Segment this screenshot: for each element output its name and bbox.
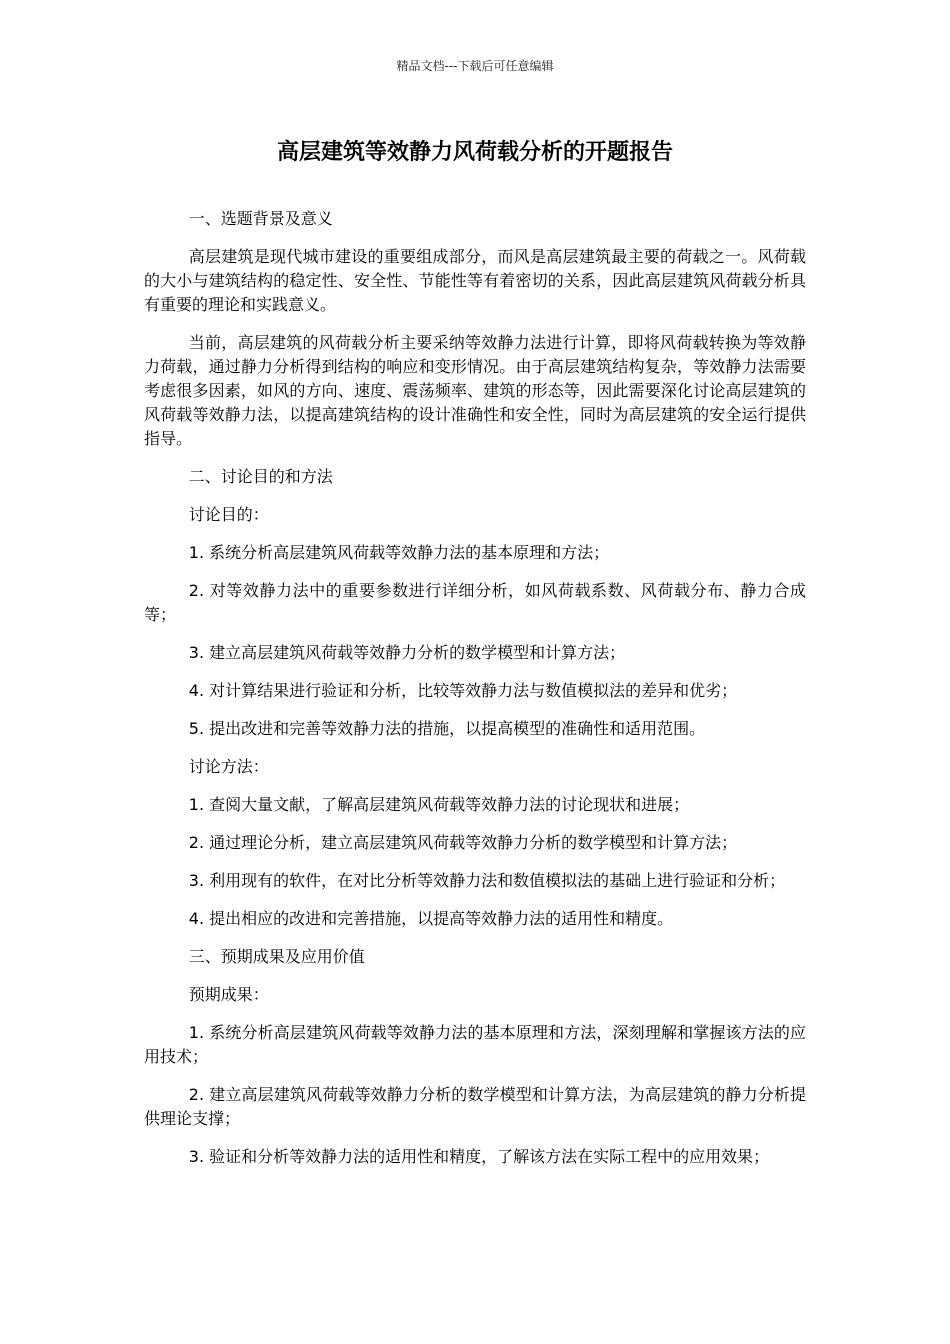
- list-item: 4. 对计算结果进行验证和分析，比较等效静力法与数值模拟法的差异和优劣；: [188, 681, 738, 700]
- document-body: [144, 207, 806, 1183]
- list-item: 3. 建立高层建筑风荷载等效静力分析的数学模型和计算方法；: [188, 643, 626, 662]
- list-item: 4. 提出相应的改进和完善措施，以提高等效静力法的适用性和精度。: [188, 909, 674, 928]
- list-item: 5. 提出改进和完善等效静力法的措施，以提高模型的准确性和适用范围。: [188, 719, 706, 738]
- list-item: 3. 验证和分析等效静力法的适用性和精度，了解该方法在实际工程中的应用效果；: [188, 1147, 770, 1166]
- list-item: 1. 系统分析高层建筑风荷载等效静力法的基本原理和方法，深刻理解和掌握该方法的应用技术；: [144, 1023, 806, 1066]
- section-heading-objectives: 二、讨论目的和方法: [188, 467, 333, 486]
- list-item: 3. 利用现有的软件，在对比分析等效静力法和数值模拟法的基础上进行验证和分析；: [188, 871, 786, 890]
- paragraph: 高层建筑是现代城市建设的重要组成部分，而风是高层建筑最主要的荷载之一。风荷载的大小与建筑结构的稳定性、安全性、节能性等有着密切的关系，因此高层建筑风荷载分析具有重要的理论和实践意义。: [144, 247, 806, 314]
- page-header: 精品文档---下载后可任意编辑: [396, 59, 554, 73]
- subheading-methods: 讨论方法：: [188, 757, 269, 776]
- section-heading-background: 一、选题背景及意义: [188, 209, 333, 228]
- list-item: 2. 建立高层建筑风荷载等效静力分析的数学模型和计算方法，为高层建筑的静力分析提供理论支撑；: [144, 1085, 806, 1128]
- list-item: 2. 对等效静力法中的重要参数进行详细分析，如风荷载系数、风荷载分布、静力合成等；: [144, 581, 806, 624]
- subheading-objectives: 讨论目的：: [188, 505, 269, 524]
- list-item: 1. 系统分析高层建筑风荷载等效静力法的基本原理和方法；: [188, 543, 610, 562]
- section-heading-outcomes: 三、预期成果及应用价值: [188, 947, 365, 966]
- subheading-outcomes: 预期成果：: [188, 985, 269, 1004]
- paragraph: 当前，高层建筑的风荷载分析主要采纳等效静力法进行计算，即将风荷载转换为等效静力荷载，通过静力分析得到结构的响应和变形情况。由于高层建筑结构复杂，等效静力法需要考虑很多因素，如风的方向、速度、震荡频率、建筑的形态等，因此需要深化讨论高层建筑的风荷载等效静力法，以提高建筑结构的设计准确性和安全性，同时为高层建筑的安全运行提供指导。: [144, 333, 806, 448]
- list-item: 1. 查阅大量文献，了解高层建筑风荷载等效静力法的讨论现状和进展；: [188, 795, 690, 814]
- document-title: 高层建筑等效静力风荷载分析的开题报告: [276, 140, 673, 165]
- list-item: 2. 通过理论分析，建立高层建筑风荷载等效静力分析的数学模型和计算方法；: [188, 833, 738, 852]
